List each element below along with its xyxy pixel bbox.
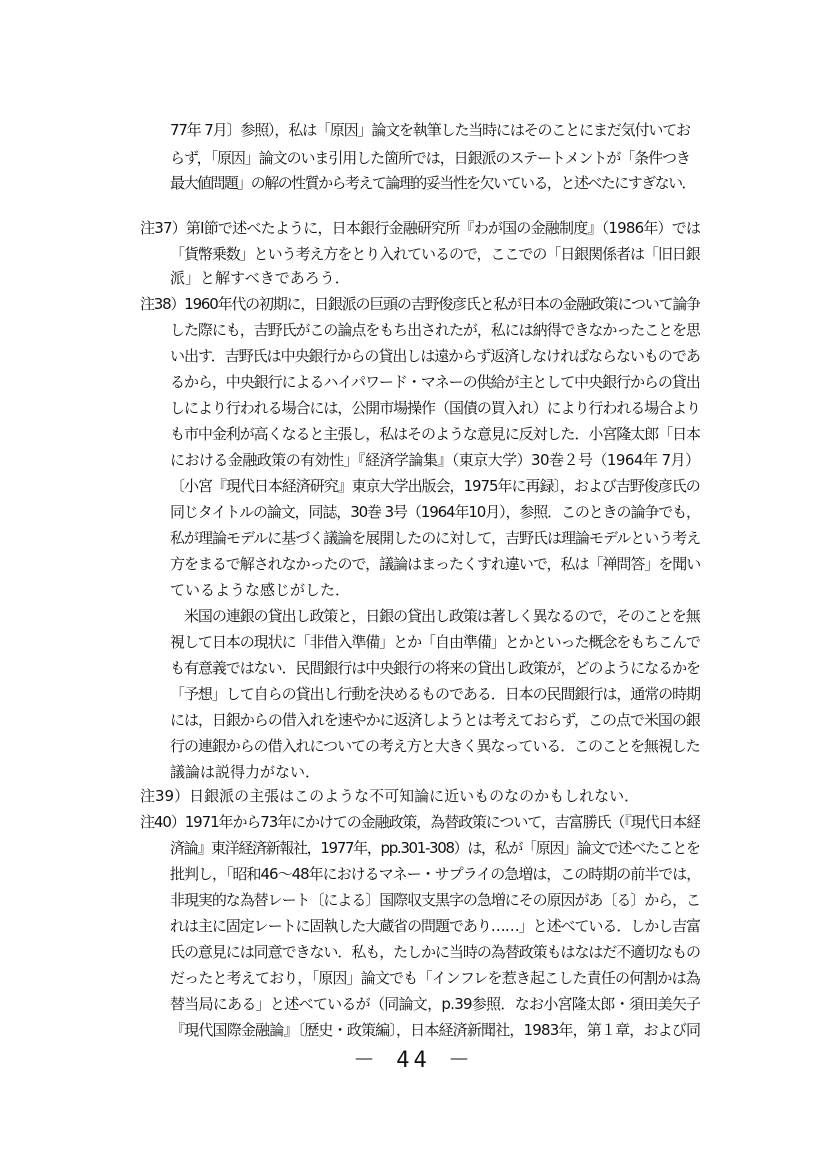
text-line: い出す．吉野氏は中央銀行からの貸出しは遠からず返済しなければならないものであ	[170, 347, 700, 365]
text-line: 済論』東洋経済新報社，1977年，pp.301-308）は，私が「原因」論文で述べたことを	[170, 839, 700, 857]
text-line: も市中金利が高くなると主張し，私はそのような意見に反対した．小宮隆太郎「日本	[170, 425, 700, 443]
footnote-37: 注37）第Ⅰ節で述べたように，日本銀行金融研究所『わが国の金融制度』（1986年）では	[140, 219, 700, 237]
text-line: 同じタイトルの論文，同誌，30巻 3号（1964年10月），参照．このときの論争でも，	[170, 503, 700, 521]
text-line: 「予想」して自らの貸出し行動を決めるものである．日本の民間銀行は，通常の時期	[170, 685, 700, 703]
text-line: 『現代国際金融論』〔歴史・政策編〕，日本経済新聞社，1983年，第１章，および同	[170, 1021, 700, 1039]
text-line: 視して日本の現状に「非借入準備」とか「自由準備」とかといった概念をもちこんで	[170, 633, 700, 651]
text-line: らず，「原因」論文のいま引用した箇所では，日銀派のステートメントが「条件つき	[170, 149, 690, 167]
text-line: 批判し，「昭和46～48年におけるマネー・サプライの急増は，この時期の前半では，	[170, 865, 700, 883]
text-line: 氏の意見には同意できない．私も，たしかに当時の為替政策もはなはだ不適切なもの	[170, 943, 700, 961]
text-line: における金融政策の有効性」『経済学論集』（東京大学）30巻２号（1964年 7月）	[170, 451, 700, 469]
text-line: した際にも，吉野氏がこの論点をもち出されたが，私には納得できなかったことを思	[170, 321, 700, 339]
text-line: 非現実的な為替レート〔による〕国際収支黒字の急増にその原因があ〔る〕から，こ	[170, 891, 700, 909]
text-line: だったと考えており，「原因」論文でも「インフレを惹き起こした責任の何割かは為	[170, 969, 700, 987]
text-line: 私が理論モデルに基づく議論を展開したのに対して，吉野氏は理論モデルという考え	[170, 529, 700, 547]
text-line: ているような感じがした．	[170, 581, 351, 599]
text-line: 議論は説得力がない．	[170, 763, 321, 781]
text-line: 〔小宮『現代日本経済研究』東京大学出版会，1975年に再録〕，および吉野俊彦氏の	[170, 477, 700, 495]
text-line: 替当局にある」と述べているが（同論文，p.39参照．なお小宮隆太郎・須田美矢子	[170, 995, 700, 1013]
footnote-39: 注39）日銀派の主張はこのような不可知論に近いものなのかもしれない．	[140, 787, 640, 805]
text-line: には，日銀からの借入れを速やかに返済しようとは考えておらず，この点で米国の銀	[170, 711, 700, 729]
footnote-40: 注40）1971年から73年にかけての金融政策，為替政策について，吉富勝氏（『現代日本経	[140, 813, 700, 831]
text-line: も有意義ではない．民間銀行は中央銀行の将来の貸出し政策が，どのようになるかを	[170, 659, 700, 677]
text-line: 最大値問題」の解の性質から考えて論理的妥当性を欠いている，と述べたにすぎない．	[170, 174, 695, 192]
text-line: れは主に固定レートに固執した大蔵省の問題であり……」と述べている．しかし吉富	[170, 917, 700, 935]
text-line: るから，中央銀行によるハイパワード・マネーの供給が主として中央銀行からの貸出	[170, 373, 700, 391]
text-line: 「貨幣乗数」という考え方をとり入れているので，ここでの「日銀関係者は「旧日銀	[170, 245, 700, 263]
text-line: 派」と解すべきであろう．	[170, 269, 350, 287]
text-line: 77年 7月〕参照），私は「原因」論文を執筆した当時にはそのことにまだ気付いてお	[170, 121, 690, 139]
page-number: － 44 －	[353, 1048, 474, 1073]
text-line: 行の連銀からの借入れについての考え方と大きく異なっている．このことを無視した	[170, 737, 700, 755]
text-line: しにより行われる場合には，公開市場操作（国債の買入れ）により行われる場合より	[170, 399, 700, 417]
text-line: 方をまるで解されなかったので，議論はまったくすれ違いで，私は「禅問答」を聞い	[170, 555, 700, 573]
text-line: 米国の連銀の貸出し政策と，日銀の貸出し政策は著しく異なるので，そのことを無	[170, 607, 700, 625]
footnote-38: 注38）1960年代の初期に，日銀派の巨頭の吉野俊彦氏と私が日本の金融政策について論争	[140, 295, 700, 313]
